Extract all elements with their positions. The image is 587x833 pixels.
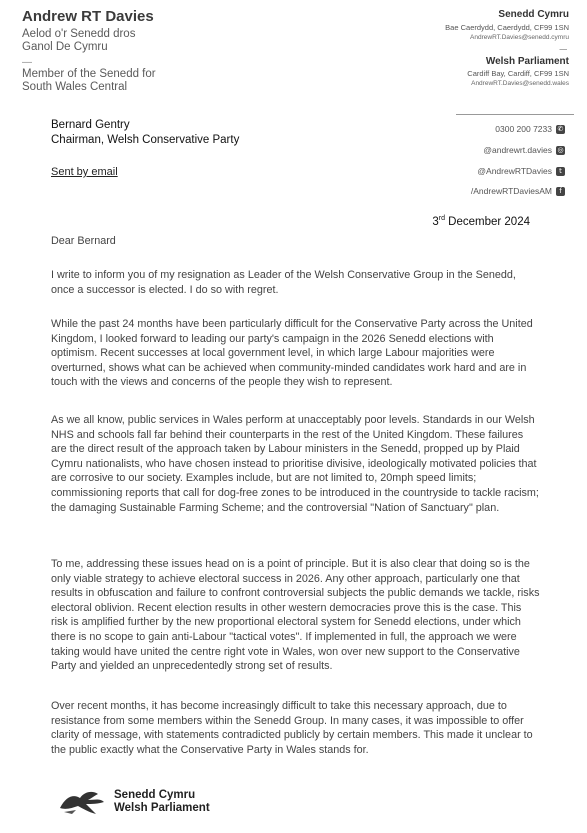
sent-by-note: Sent by email: [51, 166, 118, 178]
paragraph-3: As we all know, public services in Wales perform at unacceptably poor levels. Standards in our Welsh NHS and schools fall far behind their counterparts in the rest of the United Kingdom. These failures are the direct result of the approach taken by Labour ministers in the Senedd, propped up by Plaid Cymru nationalists, who have chosen instead to prioritise divisive, ideologically motivated policies that are corrosive to our society. Examples include, but are not limited to, 20mph speed limits; commissioning reports that call for dog-free zones to be introduced in the countryside to tackle racism; the damaging Sustainable Farming Scheme; and the controversial "Nation of Sanctuary" plan.: [51, 414, 539, 514]
english-address: Cardiff Bay, Cardiff, CF99 1SN: [467, 69, 569, 78]
english-email: AndrewRT.Davies@senedd.wales: [471, 80, 569, 87]
contact-phone: [495, 124, 565, 134]
phone-number: 0300 200 7233: [495, 124, 552, 134]
sender-welsh-role-line2: Ganol De Cymru: [22, 41, 108, 53]
dragon-icon: [58, 788, 106, 816]
twitter-icon: t: [556, 167, 565, 176]
paragraph-1: I write to inform you of my resignation as Leader of the Welsh Conservative Group in the Senedd, once a successor is elected. I do so with regret.: [51, 269, 516, 296]
paragraph-5: Over recent months, it has become increasingly difficult to take this necessary approach, due to resistance from some members within the Senedd Group. In many cases, it was impossible to offer clarity of message, with statements contradicted publicly by certain members. This made it unclear to the public exactly what the Conservative Party in Wales stands for.: [51, 700, 533, 756]
instagram-icon: ◎: [557, 145, 564, 154]
instagram-handle: @andrewrt.davies: [483, 145, 552, 155]
facebook-handle: /AndrewRTDaviesAM: [470, 186, 552, 196]
senedd-cymru-heading: Senedd Cymru: [498, 9, 569, 20]
paragraph-4: To me, addressing these issues head on is a point of principle. But it is also clear that doing so is the only viable strategy to achieve electoral success in 2026. Any other approach, particularly one that results in obfuscation and failure to confront controversial subjects the public demands we tackle, risks electoral oblivion. Recent election results in other western democracies prove this is the case. This risk is amplified further by the new proportional electoral system for Senedd elections, under which there is no scope to gain anti-Labour "tactical votes". If implemented in full, the approach we were taking would have united the centre right vote in Wales, won over new support to the Conservative Party and yielded an unprecedentedly strong set of results.: [51, 558, 540, 673]
sender-name: Andrew RT Davies: [22, 8, 154, 25]
welsh-address: Bae Caerdydd, Caerdydd, CF99 1SN: [445, 23, 569, 32]
contact-twitter: [477, 166, 565, 176]
welsh-parliament-heading: Welsh Parliament: [485, 56, 569, 67]
recipient-name: Bernard Gentry: [51, 119, 130, 131]
contact-facebook: [471, 186, 565, 196]
sender-english-role-line2: South Wales Central: [22, 81, 128, 93]
paragraph-2: While the past 24 months have been particularly difficult for the Conservative Party across the United Kingdom, I looked forward to leading our party's campaign in the 2026 Senedd elections with optimism. Recent successes at local government level, in which large Labour majorities were overturned, shows what can be achieved when community-minded candidates work hard and are in touch with the views and concerns of the people they wish to represent.: [51, 318, 533, 389]
twitter-handle: @AndrewRTDavies: [477, 166, 552, 176]
sender-english-role-line1: Member of the Senedd for: [22, 68, 156, 80]
letter-date: 3rd December 2024: [432, 215, 530, 228]
header-right-divider: —: [559, 44, 567, 53]
logo-wordmark: [114, 789, 210, 815]
welsh-email: AndrewRT.Davies@senedd.cymru: [470, 34, 569, 41]
logo-line-welsh: Senedd Cymru: [114, 789, 196, 801]
header-left-divider: —: [22, 57, 32, 68]
phone-icon: ✆: [557, 124, 564, 133]
contacts-divider: [456, 114, 574, 115]
sender-welsh-role-line1: Aelod o'r Senedd dros: [22, 28, 136, 40]
salutation: Dear Bernard: [51, 235, 116, 247]
senedd-logo: [58, 788, 210, 816]
contact-instagram: [483, 145, 565, 155]
logo-line-english: Welsh Parliament: [114, 802, 210, 814]
recipient-title: Chairman, Welsh Conservative Party: [51, 134, 240, 146]
recipient-block: [51, 118, 239, 148]
facebook-icon: f: [556, 187, 565, 196]
